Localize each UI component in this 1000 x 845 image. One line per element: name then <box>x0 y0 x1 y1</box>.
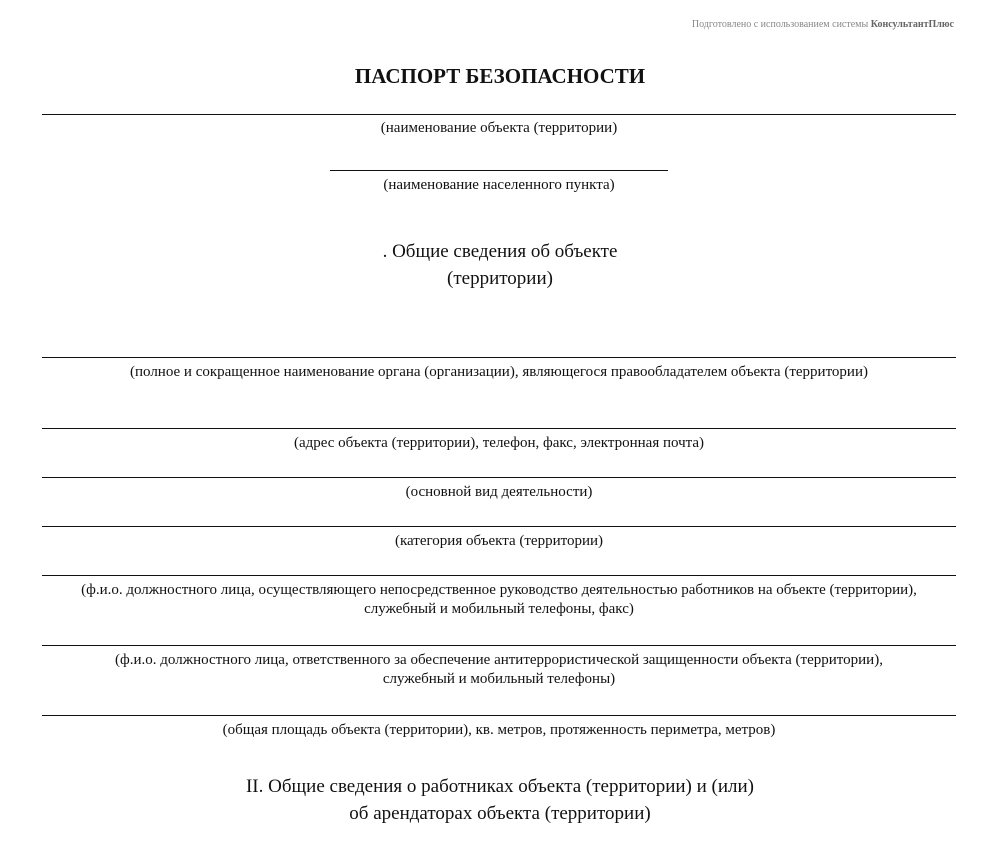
field-line-area <box>42 715 956 716</box>
header-brand: КонсультантПлюс <box>870 19 954 30</box>
field-line-activity <box>42 477 956 478</box>
field-line-responsible <box>42 645 956 646</box>
section-2-heading <box>0 773 1000 827</box>
field-line-owner <box>42 357 956 358</box>
field-line-manager <box>42 575 956 576</box>
field-line-locality <box>330 170 668 171</box>
caption-area: (общая площадь объекта (территории), кв. метров, протяженность периметра, метров) <box>222 722 776 738</box>
caption-locality: (наименование населенного пункта) <box>383 177 615 193</box>
field-line-category <box>42 526 956 527</box>
caption-object-name: (наименование объекта (территории) <box>380 120 618 136</box>
section-1-heading <box>0 238 1000 292</box>
caption-responsible: (ф.и.о. должностного лица, ответственного за обеспечение антитеррористической защищенности объекта (территории), служебный и мобильный телефоны) <box>115 652 883 687</box>
caption-address: (адрес объекта (территории), телефон, факс, электронная почта) <box>293 435 705 451</box>
caption-owner: (полное и сокращенное наименование органа (организации), являющегося правообладателем объекта (территории) <box>130 364 868 380</box>
caption-activity: (основной вид деятельности) <box>405 484 593 500</box>
consultant-header <box>692 19 954 30</box>
caption-category: (категория объекта (территории) <box>394 533 604 549</box>
document-title: ПАСПОРТ БЕЗОПАСНОСТИ <box>354 64 646 88</box>
field-line-address <box>42 428 956 429</box>
field-line-object-name <box>42 114 956 115</box>
caption-manager: (ф.и.о. должностного лица, осуществляющего непосредственное руководство деятельностью работников на объекте (территории), служебный и мобильный телефоны, факс) <box>81 582 917 617</box>
section-1-line1: . Общие сведения об объекте <box>382 241 618 262</box>
section-2-line1: II. Общие сведения о работниках объекта (территории) и (или) <box>245 776 755 797</box>
header-prefix: Подготовлено с использованием системы <box>691 19 869 30</box>
section-2-line2: об арендаторах объекта (территории) <box>349 803 651 824</box>
section-1-line2: (территории) <box>447 268 553 289</box>
